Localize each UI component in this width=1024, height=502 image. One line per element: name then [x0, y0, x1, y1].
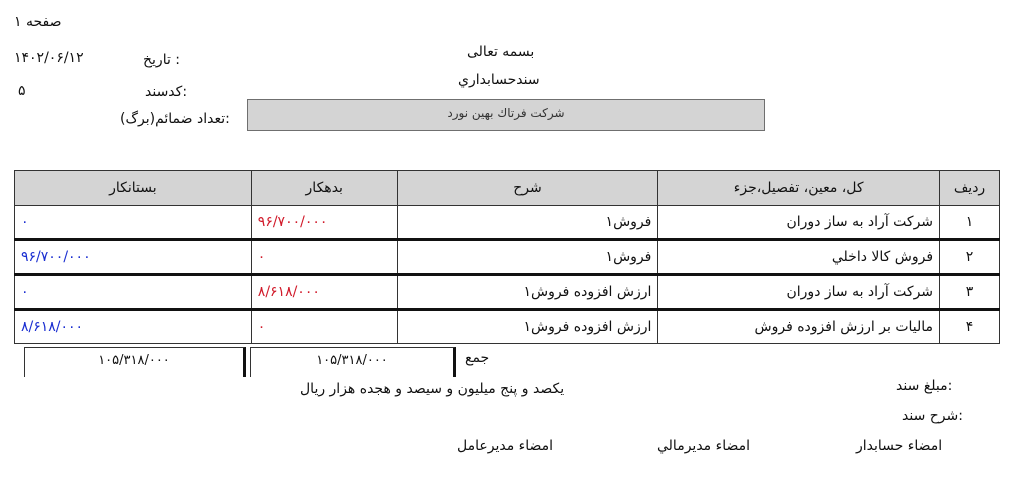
table-row: [15, 240, 1000, 275]
table-row: [15, 275, 1000, 310]
description-cell: ارزش افزوده فروش۱: [397, 310, 658, 344]
document-code-label: كدسند:: [145, 84, 188, 100]
document-title: سندحسابداري: [458, 72, 540, 88]
row-number: ۱: [940, 206, 1000, 240]
col-header-row-number: رديف: [940, 171, 1000, 206]
description-cell: فروش۱: [397, 206, 658, 240]
company-name: شركت فرتاك بهين نورد: [447, 106, 565, 120]
total-debit-box: [250, 347, 456, 377]
document-description-label: شرح سند:: [902, 408, 963, 424]
debit-cell: ۹۶/۷۰۰/۰۰۰: [251, 206, 397, 240]
page-number: صفحه ۱: [14, 14, 62, 30]
credit-cell: ۰: [15, 206, 252, 240]
row-number: ۴: [940, 310, 1000, 344]
debit-cell: ۸/۶۱۸/۰۰۰: [251, 275, 397, 310]
credit-cell: ۰: [15, 275, 252, 310]
ceo-signature-label: امضاء مديرعامل: [457, 438, 554, 454]
account-cell: فروش كالا داخلي: [658, 240, 940, 275]
total-credit-box: [24, 347, 246, 377]
account-cell: ماليات بر ارزش افزوده فروش: [658, 310, 940, 344]
debit-cell: ۰: [251, 310, 397, 344]
finance-manager-signature-label: امضاء مديرمالي: [657, 438, 750, 454]
description-cell: ارزش افزوده فروش۱: [397, 275, 658, 310]
description-cell: فروش۱: [397, 240, 658, 275]
attachments-label: تعداد ضمائم(برگ):: [120, 111, 230, 127]
credit-cell: ۹۶/۷۰۰/۰۰۰: [15, 240, 252, 275]
voucher-table: [14, 170, 1000, 344]
col-header-credit: بستانكار: [15, 171, 252, 206]
accountant-signature-label: امضاء حسابدار: [856, 438, 943, 454]
col-header-debit: بدهكار: [251, 171, 397, 206]
row-number: ۳: [940, 275, 1000, 310]
total-debit: ۱۰۵/۳۱۸/۰۰۰: [316, 353, 388, 368]
credit-cell: ۸/۶۱۸/۰۰۰: [15, 310, 252, 344]
table-header-row: [15, 171, 1000, 206]
date-label: تاريخ :: [143, 52, 181, 68]
amount-label: مبلغ سند:: [896, 378, 953, 394]
col-header-account: كل، معين، تفصيل،جزء: [658, 171, 940, 206]
col-header-description: شرح: [397, 171, 658, 206]
document-code-value: ۵: [18, 83, 26, 99]
table-row: [15, 310, 1000, 344]
total-label: جمع: [465, 350, 490, 366]
account-cell: شركت آراد به ساز دوران: [658, 275, 940, 310]
row-number: ۲: [940, 240, 1000, 275]
date-value: ۱۴۰۲/۰۶/۱۲: [14, 50, 84, 66]
debit-cell: ۰: [251, 240, 397, 275]
bismillah-heading: بسمه تعالى: [467, 44, 535, 60]
amount-in-words: يكصد و پنج ميليون و سيصد و هجده هزار ريال: [300, 381, 565, 397]
company-name-box: [247, 99, 765, 131]
table-row: [15, 206, 1000, 240]
total-credit: ۱۰۵/۳۱۸/۰۰۰: [98, 353, 170, 368]
account-cell: شركت آراد به ساز دوران: [658, 206, 940, 240]
